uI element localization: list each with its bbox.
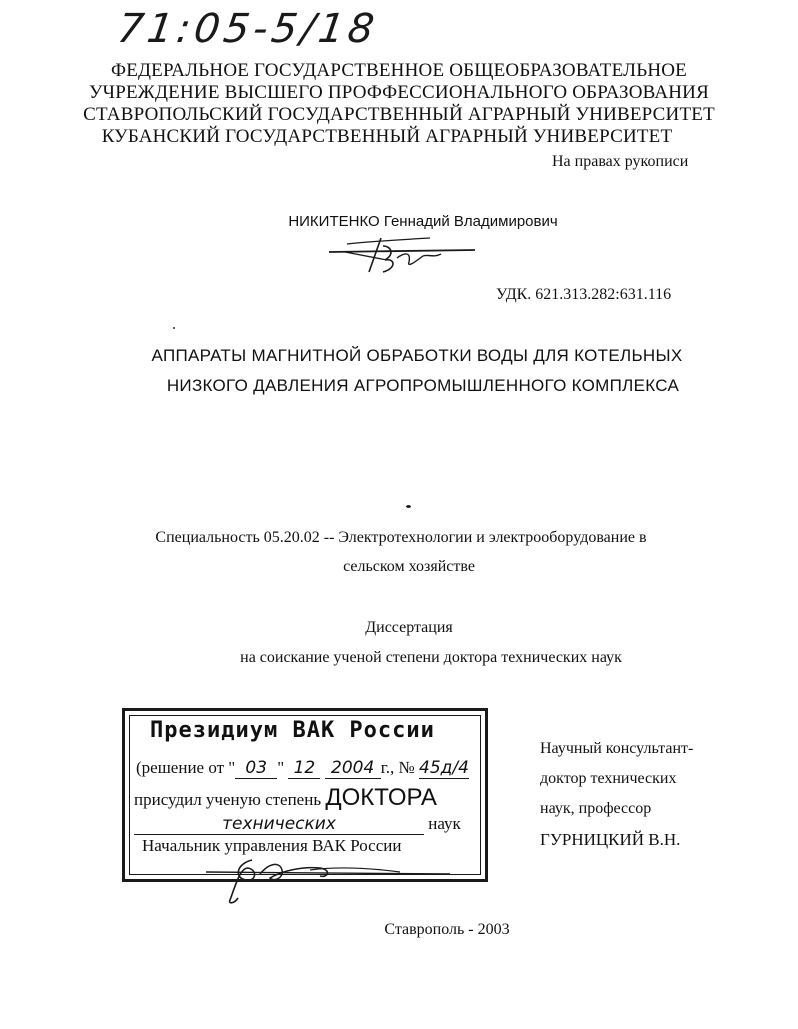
consultant-name: ГУРНИЦКИЙ В.Н.	[540, 830, 681, 849]
stamp-title: Президиум ВАК России	[150, 718, 435, 743]
decision-quote: "	[277, 758, 285, 777]
author-signature	[325, 232, 490, 280]
decision-year-suffix: г., №	[380, 758, 415, 777]
decision-year: 2004	[325, 758, 381, 779]
scan-speck	[173, 327, 175, 329]
header-line-3: СТАВРОПОЛЬСКИЙ ГОСУДАРСТВЕННЫЙ АГРАРНЫЙ УНИВЕРСИТЕТ	[83, 104, 715, 125]
title-line-1: АППАРАТЫ МАГНИТНОЙ ОБРАБОТКИ ВОДЫ ДЛЯ КОТЕЛЬНЫХ	[151, 346, 683, 365]
header-line-4: КУБАНСКИЙ ГОСУДАРСТВЕННЫЙ АГРАРНЫЙ УНИВЕРСИТЕТ	[101, 126, 673, 147]
decision-month: 12	[288, 758, 320, 779]
decision-day: 03	[235, 758, 277, 779]
specialty-line-2: сельском хозяйстве	[343, 558, 475, 575]
stamp-decision	[136, 758, 469, 779]
dissertation-heading: Диссертация	[365, 619, 453, 636]
archive-number: 71:05-5/18	[114, 6, 381, 52]
field-text: технических	[134, 814, 424, 835]
consultant-degree: доктор технических	[540, 770, 677, 787]
awarded-text: присудил ученую степень	[134, 790, 322, 809]
header-line-2: УЧРЕЖДЕНИЕ ВЫСШЕГО ПРОФФЕССИОНАЛЬНОГО ОБРАЗОВАНИЯ	[89, 82, 709, 103]
header-line-1: ФЕДЕРАЛЬНОЕ ГОСУДАРСТВЕННОЕ ОБЩЕОБРАЗОВАТЕЛЬНОЕ	[110, 60, 687, 81]
manuscript-note: На правах рукописи	[552, 153, 689, 170]
udc-code: УДК. 621.313.282:631.116	[496, 286, 672, 303]
decision-number: 45д/4	[419, 758, 469, 778]
stamp-field-line	[134, 814, 461, 835]
decision-prefix: (решение от "	[136, 758, 236, 777]
consultant-title: наук, профессор	[540, 800, 652, 817]
degree-text: ДОКТОРА	[325, 784, 437, 811]
specialty-line-1: Специальность 05.20.02 -- Электротехнологии и электрооборудование в	[155, 529, 647, 546]
stamp-awarded-line	[134, 784, 437, 812]
consultant-role: Научный консультант-	[540, 740, 694, 757]
stamp-chief: Начальник управления ВАК России	[142, 836, 402, 855]
author-name: НИКИТЕНКО Геннадий Владимирович	[288, 213, 558, 230]
sciences-text: наук	[428, 814, 461, 833]
vak-signature	[200, 848, 470, 908]
scan-speck	[406, 505, 411, 508]
dissertation-purpose: на соискание ученой степени доктора технических наук	[240, 649, 622, 666]
place-year: Ставрополь - 2003	[384, 921, 510, 938]
title-line-2: НИЗКОГО ДАВЛЕНИЯ АГРОПРОМЫШЛЕННОГО КОМПЛЕКСА	[166, 376, 680, 395]
